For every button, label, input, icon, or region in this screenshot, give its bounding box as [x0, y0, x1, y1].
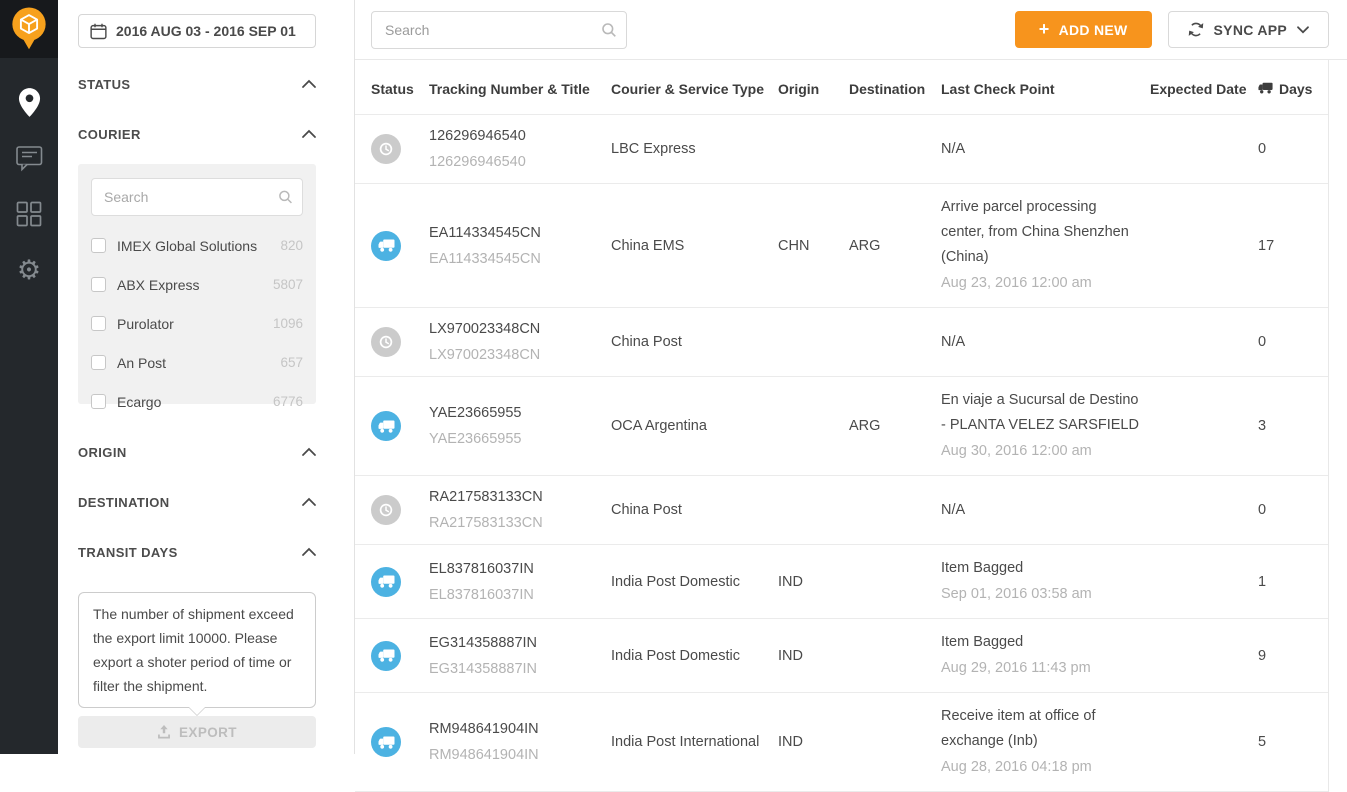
tracking-cell	[429, 633, 611, 679]
table-row[interactable]	[355, 307, 1328, 376]
courier-checkbox[interactable]	[91, 238, 106, 253]
tracking-subtitle: LX970023348CN	[429, 347, 541, 363]
column-header-tracking-number-title	[429, 81, 611, 97]
status-pending-icon	[371, 134, 401, 164]
table-row[interactable]	[355, 114, 1328, 183]
chevron-up-icon	[302, 448, 316, 456]
shipments-table	[355, 60, 1329, 792]
chevron-down-icon	[1297, 26, 1309, 34]
status-in-transit-icon	[371, 641, 401, 671]
status-cell	[371, 134, 429, 164]
apps-grid-icon	[16, 201, 42, 227]
checkpoint-text: Receive item at office of exchange (Inb)	[941, 708, 1096, 749]
nav-settings[interactable]	[0, 242, 58, 298]
origin-section-label: ORIGIN	[78, 444, 127, 460]
status-cell	[371, 411, 429, 441]
sync-icon	[1188, 22, 1204, 37]
tracking-subtitle: RA217583133CN	[429, 515, 543, 531]
filter-section-destination[interactable]	[78, 492, 316, 512]
column-header-label: Days	[1279, 81, 1313, 97]
checkpoint-cell	[941, 556, 1150, 607]
tracking-subtitle: RM948641904IN	[429, 747, 539, 763]
nav-apps[interactable]	[0, 186, 58, 242]
export-limit-tooltip	[78, 592, 316, 708]
checkpoint-date: Aug 30, 2016 12:00 am	[941, 443, 1092, 459]
status-cell	[371, 727, 429, 757]
tracking-cell	[429, 126, 611, 172]
courier-cell: India Post Domestic	[611, 647, 740, 664]
package-pin-logo-icon	[11, 7, 47, 52]
courier-filter-item[interactable]	[91, 343, 303, 382]
table-row[interactable]	[355, 183, 1328, 307]
origin-cell: IND	[778, 573, 803, 590]
checkpoint-text: Item Bagged	[941, 634, 1024, 650]
tracking-number: EL837816037IN	[429, 560, 534, 577]
table-row[interactable]	[355, 618, 1328, 692]
courier-filter-label: Purolator	[117, 315, 174, 332]
column-header-label: Status	[371, 81, 414, 97]
checkpoint-text: En viaje a Sucursal de Destino - PLANTA VELEZ SARSFIELD	[941, 392, 1139, 433]
courier-filter-item[interactable]	[91, 226, 303, 265]
checkpoint-cell	[941, 704, 1150, 780]
courier-section-label: COURIER	[78, 126, 141, 142]
status-in-transit-icon	[371, 727, 401, 757]
table-row[interactable]	[355, 475, 1328, 544]
tracking-cell	[429, 319, 611, 365]
column-header-courier-service-type	[611, 81, 778, 97]
checkpoint-cell	[941, 137, 1150, 162]
destination-cell: ARG	[849, 237, 881, 254]
courier-cell: China Post	[611, 334, 682, 350]
topbar	[355, 0, 1347, 60]
status-in-transit-icon	[371, 411, 401, 441]
checkpoint-text: N/A	[941, 333, 966, 350]
column-header-status	[371, 81, 429, 97]
sync-app-button-label: SYNC APP	[1213, 21, 1287, 38]
courier-search-input[interactable]	[91, 178, 303, 216]
filter-section-status[interactable]	[78, 74, 316, 94]
checkpoint-text: Item Bagged	[941, 560, 1024, 576]
courier-checkbox[interactable]	[91, 394, 106, 409]
date-range-label: 2016 AUG 03 - 2016 SEP 01	[116, 23, 296, 39]
table-row[interactable]	[355, 692, 1328, 792]
tracking-number: YAE23665955	[429, 405, 522, 421]
courier-cell: OCA Argentina	[611, 418, 707, 434]
status-cell	[371, 641, 429, 671]
courier-checkbox[interactable]	[91, 355, 106, 370]
column-header-label: Last Check Point	[941, 81, 1055, 97]
status-cell	[371, 231, 429, 261]
checkpoint-date: Aug 29, 2016 11:43 pm	[941, 660, 1091, 676]
filter-section-transit-days[interactable]	[78, 542, 316, 562]
location-pin-icon	[18, 87, 41, 118]
calendar-icon	[90, 23, 107, 40]
tracking-subtitle: EG314358887IN	[429, 660, 538, 677]
checkpoint-text: N/A	[941, 501, 966, 518]
column-header-days	[1258, 81, 1328, 97]
days-cell: 0	[1258, 141, 1267, 157]
tracking-cell	[429, 403, 611, 449]
courier-filter-item[interactable]	[91, 382, 303, 421]
courier-list	[91, 226, 303, 421]
nav-messages[interactable]	[0, 130, 58, 186]
origin-cell: IND	[778, 647, 803, 664]
export-button[interactable]	[78, 716, 316, 748]
courier-filter-count: 6776	[272, 394, 303, 409]
tracking-cell	[429, 559, 611, 605]
status-cell	[371, 495, 429, 525]
courier-filter-count: 5807	[272, 277, 303, 292]
checkpoint-text: N/A	[941, 140, 966, 157]
column-header-label: Destination	[849, 81, 926, 97]
checkpoint-cell	[941, 330, 1150, 355]
days-cell: 3	[1258, 418, 1267, 434]
tracking-number: RA217583133CN	[429, 489, 543, 505]
checkpoint-cell	[941, 388, 1150, 464]
plus-icon: +	[1038, 18, 1050, 39]
tracking-number: 126296946540	[429, 128, 526, 144]
courier-filter-item[interactable]	[91, 304, 303, 343]
rail-nav	[0, 58, 58, 298]
checkpoint-cell	[941, 630, 1150, 681]
tracking-subtitle: EA114334545CN	[429, 250, 541, 267]
courier-filter-label: An Post	[117, 354, 167, 371]
export-limit-tooltip-text: The number of shipment exceed the export limit 10000. Please export a shoter period of time or filter the shipment.	[93, 606, 294, 694]
icon-rail	[0, 0, 58, 754]
column-header-label: Tracking Number & Title	[429, 81, 590, 97]
chevron-up-icon	[302, 548, 316, 556]
tracking-subtitle: 126296946540	[429, 154, 526, 170]
courier-cell: LBC Express	[611, 141, 696, 157]
upload-icon	[157, 725, 171, 739]
column-header-expected-date	[1150, 81, 1258, 97]
shipment-search	[371, 11, 627, 49]
column-header-label: Expected Date	[1150, 81, 1247, 97]
checkpoint-cell	[941, 195, 1150, 296]
checkpoint-date: Aug 28, 2016 04:18 pm	[941, 759, 1092, 775]
tracking-subtitle: EL837816037IN	[429, 586, 534, 603]
filter-section-origin[interactable]	[78, 442, 316, 462]
brand-logo[interactable]	[0, 0, 58, 58]
export-button-label: EXPORT	[179, 724, 237, 740]
status-pending-icon	[371, 327, 401, 357]
column-header-label: Courier & Service Type	[611, 81, 765, 97]
chevron-up-icon	[302, 80, 316, 88]
table-body	[355, 114, 1328, 792]
status-in-transit-icon	[371, 231, 401, 261]
tracking-cell	[429, 487, 611, 533]
checkpoint-date: Aug 23, 2016 12:00 am	[941, 275, 1092, 291]
status-cell	[371, 567, 429, 597]
courier-filter-label: IMEX Global Solutions	[117, 237, 258, 254]
tracking-cell	[429, 223, 611, 269]
days-cell: 5	[1258, 734, 1267, 750]
status-section-label: STATUS	[78, 76, 131, 92]
status-cell	[371, 327, 429, 357]
destination-cell: ARG	[849, 418, 881, 434]
search-icon	[601, 22, 617, 38]
main-content	[355, 0, 1347, 775]
tracking-number: EA114334545CN	[429, 224, 541, 241]
filter-section-courier[interactable]	[78, 124, 316, 144]
courier-search	[91, 178, 303, 216]
days-cell: 0	[1258, 502, 1267, 518]
transit-days-section-label: TRANSIT DAYS	[78, 544, 178, 560]
checkpoint-date: Sep 01, 2016 03:58 am	[941, 586, 1092, 602]
courier-filter-item[interactable]	[91, 265, 303, 304]
tracking-number: LX970023348CN	[429, 321, 541, 337]
column-header-destination	[849, 81, 941, 97]
tracking-number: RM948641904IN	[429, 721, 539, 737]
column-header-label: Origin	[778, 81, 820, 97]
table-row[interactable]	[355, 544, 1328, 618]
courier-filter-label: Ecargo	[117, 393, 162, 410]
sync-app-button[interactable]	[1168, 11, 1329, 48]
days-cell: 17	[1258, 237, 1275, 254]
tracking-number: EG314358887IN	[429, 634, 538, 651]
days-cell: 9	[1258, 647, 1267, 664]
courier-cell: India Post International	[611, 734, 760, 750]
courier-filter-count: 820	[280, 238, 303, 253]
courier-checkbox[interactable]	[91, 316, 106, 331]
truck-icon	[1258, 81, 1273, 97]
filter-panel	[58, 0, 355, 754]
destination-section-label: DESTINATION	[78, 494, 170, 510]
tracking-subtitle: YAE23665955	[429, 431, 522, 447]
chevron-up-icon	[302, 498, 316, 506]
shipment-search-input[interactable]	[371, 11, 627, 49]
courier-cell: China EMS	[611, 237, 685, 254]
date-range-picker[interactable]	[78, 14, 316, 48]
chat-icon	[16, 146, 43, 171]
add-new-button[interactable]	[1015, 11, 1152, 48]
origin-cell: CHN	[778, 237, 810, 254]
add-new-button-label: ADD NEW	[1058, 21, 1128, 38]
checkpoint-text: Arrive parcel processing center, from China Shenzhen (China)	[941, 199, 1129, 265]
gear-icon: ⚙	[16, 254, 42, 286]
days-cell: 0	[1258, 334, 1267, 350]
tracking-cell	[429, 719, 611, 765]
days-cell: 1	[1258, 573, 1267, 590]
column-header-origin	[778, 81, 849, 97]
checkpoint-cell	[941, 498, 1150, 523]
courier-cell: India Post Domestic	[611, 573, 740, 590]
column-header-last-check-point	[941, 81, 1150, 97]
table-header-row	[355, 60, 1328, 114]
status-in-transit-icon	[371, 567, 401, 597]
courier-cell: China Post	[611, 502, 682, 518]
courier-filter-label: ABX Express	[117, 276, 200, 293]
courier-filter-count: 1096	[272, 316, 303, 331]
table-row[interactable]	[355, 376, 1328, 475]
courier-filter-box	[78, 164, 316, 410]
origin-cell: IND	[778, 734, 803, 750]
chevron-up-icon	[302, 130, 316, 138]
nav-shipments[interactable]	[0, 74, 58, 130]
courier-filter-count: 657	[280, 355, 303, 370]
courier-checkbox[interactable]	[91, 277, 106, 292]
status-pending-icon	[371, 495, 401, 525]
search-icon	[278, 190, 293, 205]
